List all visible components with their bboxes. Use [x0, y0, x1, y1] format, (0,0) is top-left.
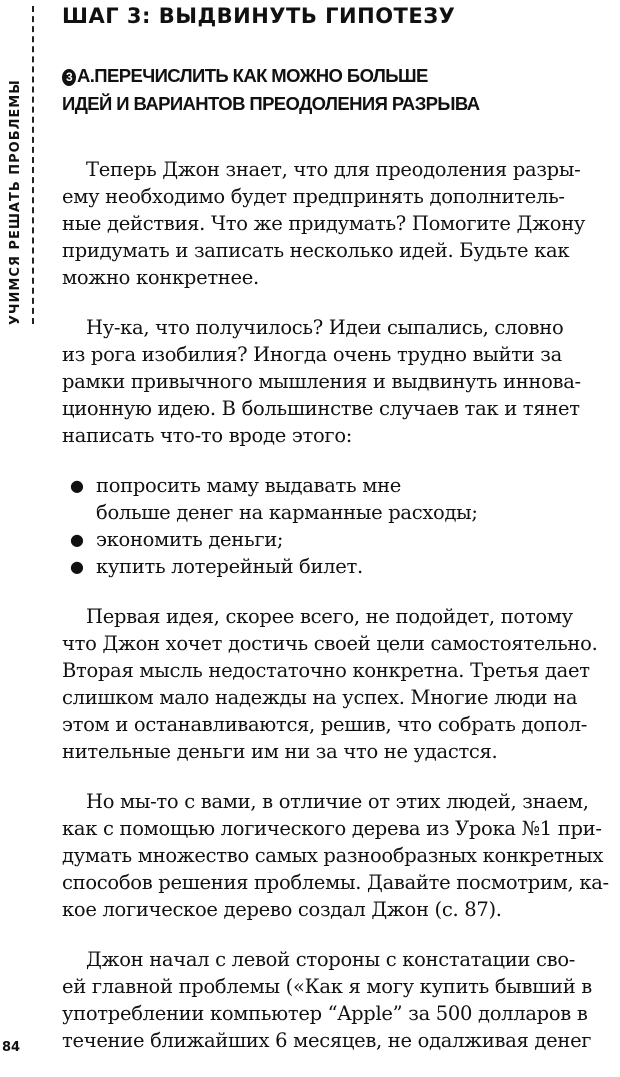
text-line: Теперь Джон знает, что для преодоления разры-	[86, 158, 581, 181]
text-line: течение ближайших 6 месяцев, не одалживая денег	[62, 1029, 592, 1052]
side-tab-dashed-rule	[32, 6, 34, 324]
text-line: что Джон хочет достичь своей цели самостоятельно.	[62, 632, 598, 655]
page-number: 84	[2, 1040, 21, 1055]
text-line: нительные деньги им ни за что не удастся.	[62, 740, 498, 763]
section-subheading	[62, 62, 602, 118]
text-line: ные действия. Что же придумать? Помогите Джону	[62, 212, 586, 235]
text-line: Джон начал с левой стороны с констатации сво-	[86, 948, 576, 971]
text-line: ему необходимо будет предпринять дополнитель-	[62, 185, 565, 208]
text-line: можно конкретнее.	[62, 266, 259, 289]
chapter-side-tab	[0, 0, 40, 340]
text-line: Но мы-то с вами, в отличие от этих людей, знаем,	[86, 790, 589, 813]
idea-bullet-list	[62, 472, 618, 580]
text-line: этом и останавливаются, решив, что собрать допол-	[62, 713, 588, 736]
body-text	[62, 156, 618, 1077]
text-line: придумать и записать несколько идей. Будьте как	[62, 239, 570, 262]
subheading-line-2: ИДЕЙ И ВАРИАНТОВ ПРЕОДОЛЕНИЯ РАЗРЫВА	[62, 93, 480, 114]
text-line: из рога изобилия? Иногда очень трудно выйти за	[62, 343, 562, 366]
paragraph-4	[62, 788, 618, 923]
text-line: думать множество самых разнообразных конкретных	[62, 844, 604, 867]
text-line: рамки привычного мышления и выдвинуть иннова-	[62, 370, 581, 393]
step-number-badge: 3	[62, 69, 76, 86]
paragraph-2	[62, 314, 618, 449]
text-line: как с помощью логического дерева из Урока №1 при-	[62, 817, 602, 840]
text-line: Ну-ка, что получилось? Идеи сыпались, словно	[86, 316, 564, 339]
text-line: слишком мало надежды на успех. Многие люди на	[62, 686, 578, 709]
text-line: ● попросить маму выдавать мне	[96, 474, 402, 497]
step-title: ШАГ 3: ВЫДВИНУТЬ ГИПОТЕЗУ	[62, 4, 456, 28]
text-line: способов решения проблемы. Давайте посмотрим, ка-	[62, 871, 609, 894]
subheading-line-1: А.ПЕРЕЧИСЛИТЬ КАК МОЖНО БОЛЬШЕ	[77, 65, 428, 86]
text-line: ционную идею. В большинстве случаев так и тянет	[62, 397, 580, 420]
side-tab-label: УЧИМСЯ РЕШАТЬ ПРОБЛЕМЫ	[8, 79, 23, 325]
text-line: ей главной проблемы («Как я могу купить бывший в	[62, 975, 592, 998]
text-line: употреблении компьютер “Apple” за 500 долларов в	[62, 1002, 588, 1025]
list-item	[96, 472, 618, 526]
paragraph-3	[62, 603, 618, 765]
text-line: ● купить лотерейный билет.	[96, 555, 363, 578]
text-line: Вторая мысль недостаточно конкретна. Третья дает	[62, 659, 590, 682]
paragraph-5	[62, 946, 618, 1054]
text-line: кое логическое дерево создал Джон (с. 87).	[62, 898, 502, 921]
text-line: ● экономить деньги;	[96, 528, 284, 551]
text-line: больше денег на карманные расходы;	[96, 501, 478, 524]
text-line: написать что-то вроде этого:	[62, 424, 353, 447]
paragraph-1	[62, 156, 618, 291]
list-item	[96, 526, 618, 553]
text-line: Первая идея, скорее всего, не подойдет, потому	[86, 605, 573, 628]
list-item	[96, 553, 618, 580]
